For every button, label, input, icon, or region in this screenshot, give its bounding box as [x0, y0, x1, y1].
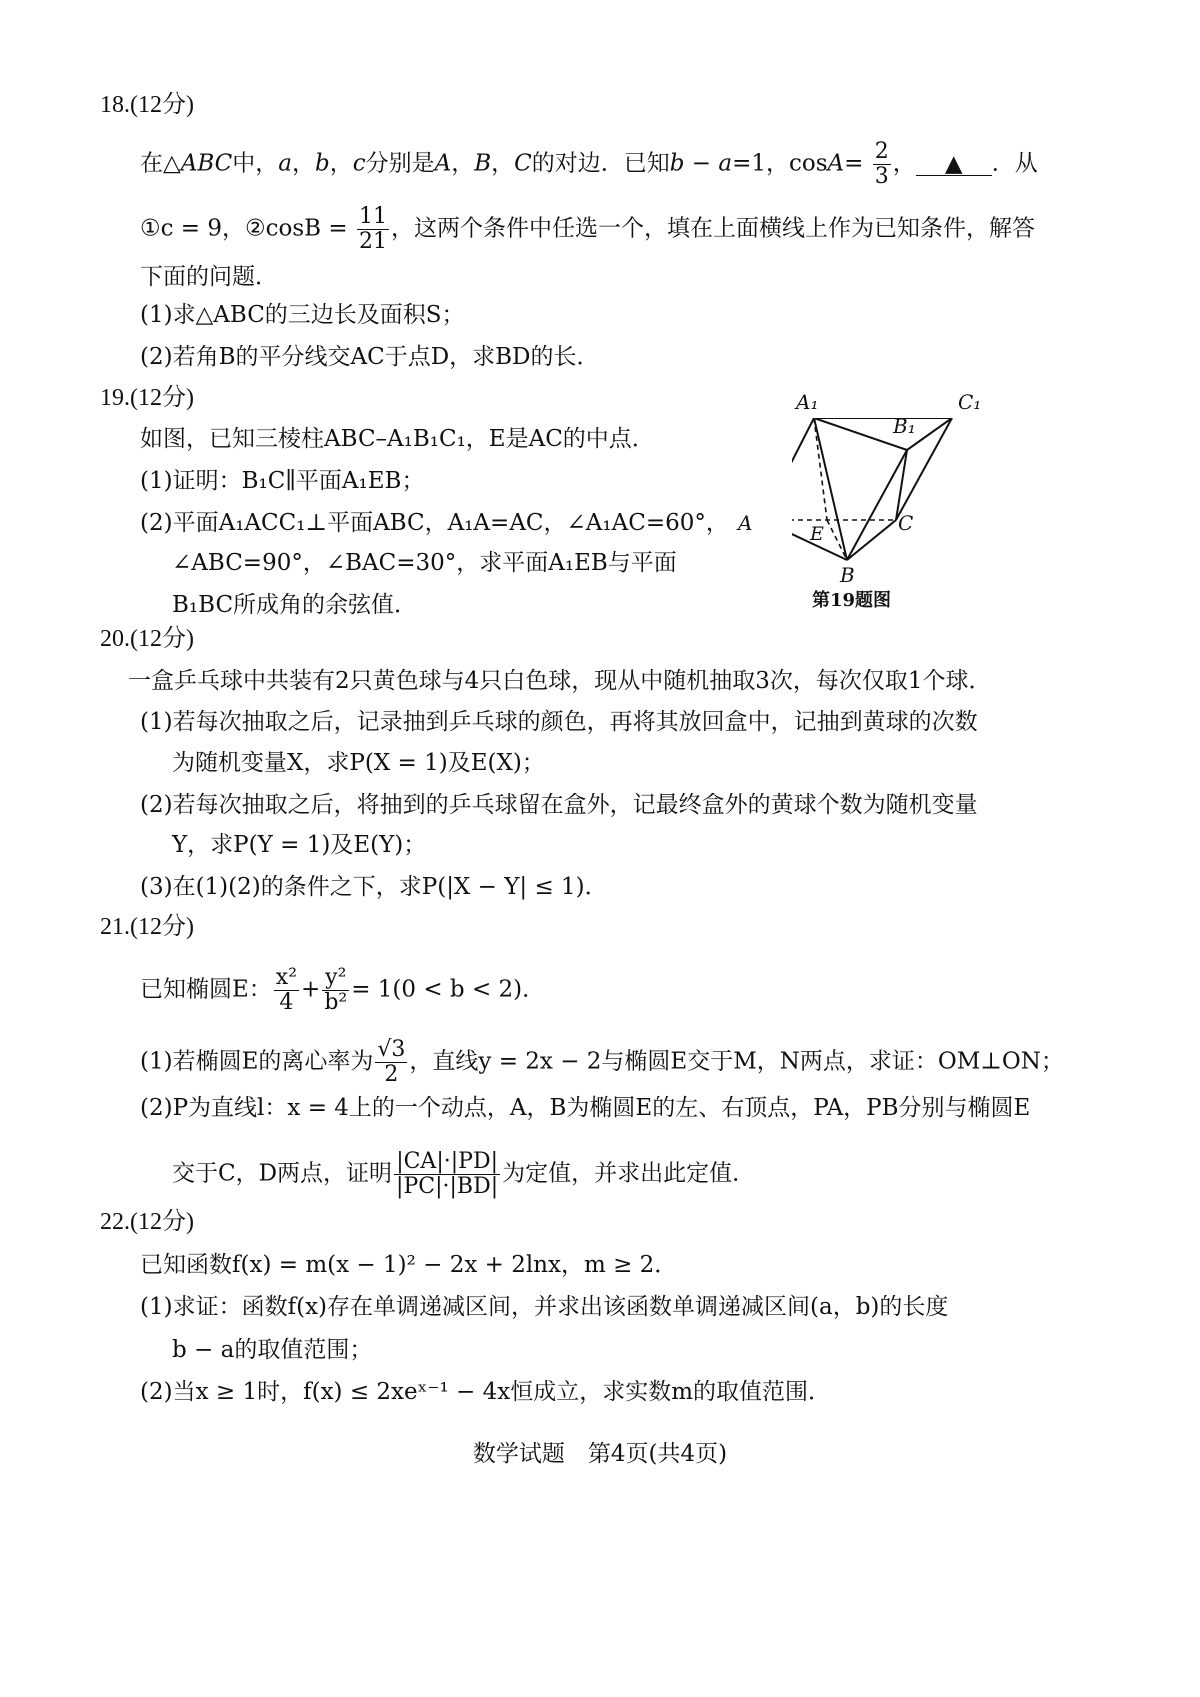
q18-conditions: ①c = 9，②cosB = $\frac{11}{21}$ ，这两个条件中任选一个，填在上面横线上作为已知条件，解答: [140, 204, 1035, 254]
q20-part1-line1: (1)若每次抽取之后，记录抽到乒乓球的颜色，再将其放回盒中，记抽到黄球的次数: [140, 709, 978, 735]
q21-heading: 21.(12分): [100, 914, 194, 940]
q18-answer-blank: ▲: [916, 153, 992, 176]
q22-part2: (2)当x ≥ 1时，f(x) ≤ 2xeˣ⁻¹ − 4x恒成立，求实数m的取值范围．: [140, 1379, 832, 1405]
q20-stem: 一盒乒乓球中共装有2只黄色球与4只白色球，现从中随机抽取3次，每次仅取1个球．: [128, 668, 992, 694]
q20-part3: (3)在(1)(2)的条件之下，求P(|X − Y| ≤ 1)．: [140, 874, 608, 900]
q19-part1: (1)证明：B₁C∥平面A₁EB；: [140, 468, 425, 494]
q20-heading: 20.(12分): [100, 626, 194, 652]
q18-part2: (2)若角B的平分线交AC于点D，求BD的长．: [140, 344, 600, 370]
q21-part1: (1)若椭圆E的离心率为 $\frac{√3}{2}$ ，直线y = 2x − 2与椭圆E交于M，N两点，求证：OM⊥ON；: [140, 1037, 1064, 1087]
q19-part2-line1: (2)平面A₁ACC₁⊥平面ABC，A₁A=AC，∠A₁AC=60°，: [140, 510, 729, 536]
page-footer: 数学试题 第4页(共4页): [472, 1441, 728, 1467]
q18-heading: 18.(12分): [100, 92, 194, 118]
label-C: C: [898, 511, 914, 535]
q19-part2-line2: ∠ABC=90°，∠BAC=30°，求平面A₁EB与平面: [172, 550, 677, 576]
q20-part2-line1: (2)若每次抽取之后，将抽到的乒乓球留在盒外，记最终盒外的黄球个数为随机变量: [140, 792, 978, 818]
q21-part2-line1: (2)P为直线l：x = 4上的一个动点，A，B为椭圆E的左、右顶点，PA，PB分别与椭圆E: [140, 1095, 1031, 1121]
q19-part2-line3: B₁BC所成角的余弦值．: [172, 592, 418, 618]
q22-part1-line2: b − a的取值范围；: [172, 1337, 373, 1363]
prism-figure: [792, 418, 1052, 658]
label-E: E: [810, 523, 824, 545]
q18-stem-line1: 在△ABC中，a，b，c分别是A，B，C的对边．已知b − a=1，cosA= $\frac{2}{3}$ ， ▲ ．从: [140, 139, 1038, 189]
q21-eccentricity-fraction: $\frac{√3}{2}$: [377, 1037, 406, 1087]
q21-stem: 已知椭圆E： $\frac{\text{x²}}{4}$ + $\frac{\text{y²}}{\text{b²}}$ = 1(0 < b < 2)．: [140, 965, 546, 1015]
q18-cosB-fraction: $\frac{11}{21}$: [358, 204, 387, 254]
q22-part1-line1: (1)求证：函数f(x)存在单调递减区间，并求出该函数单调递减区间(a，b)的长度: [140, 1294, 949, 1320]
q22-stem: 已知函数f(x) = m(x − 1)² − 2x + 2lnx，m ≥ 2．: [140, 1252, 678, 1278]
q21-y-fraction: $\frac{\text{y²}}{\text{b²}}$: [324, 965, 348, 1015]
q19-stem: 如图，已知三棱柱ABC–A₁B₁C₁，E是AC的中点．: [140, 426, 655, 452]
q19-heading: 19.(12分): [100, 385, 194, 411]
label-B1: B₁: [893, 414, 916, 438]
q20-part1-line2: 为随机变量X，求P(X = 1)及E(X)；: [172, 750, 545, 776]
q18-cos-fraction: $\frac{2}{3}$: [874, 139, 889, 189]
q21-ratio-fraction: $\frac{|CA|\cdot|PD|}{|PC|\cdot|BD|}$: [396, 1149, 499, 1199]
label-A: A: [738, 511, 753, 535]
q22-heading: 22.(12分): [100, 1209, 194, 1235]
q18-part1: (1)求△ABC的三边长及面积S；: [140, 302, 465, 328]
label-B: B: [840, 563, 855, 587]
label-A1: A₁: [796, 390, 819, 414]
q21-part2-line2: 交于C，D两点，证明 $\frac{|CA|\cdot|PD|}{|PC|\cdot|BD|}$ 为定值，并求出此定值．: [172, 1149, 756, 1199]
q18-stem-end: 下面的问题．: [140, 264, 278, 290]
figure-caption: 第19题图: [812, 590, 892, 611]
q21-x-fraction: $\frac{\text{x²}}{4}$: [275, 965, 298, 1015]
label-C1: C₁: [958, 390, 982, 414]
q20-part2-line2: Y，求P(Y = 1)及E(Y)；: [172, 832, 427, 858]
